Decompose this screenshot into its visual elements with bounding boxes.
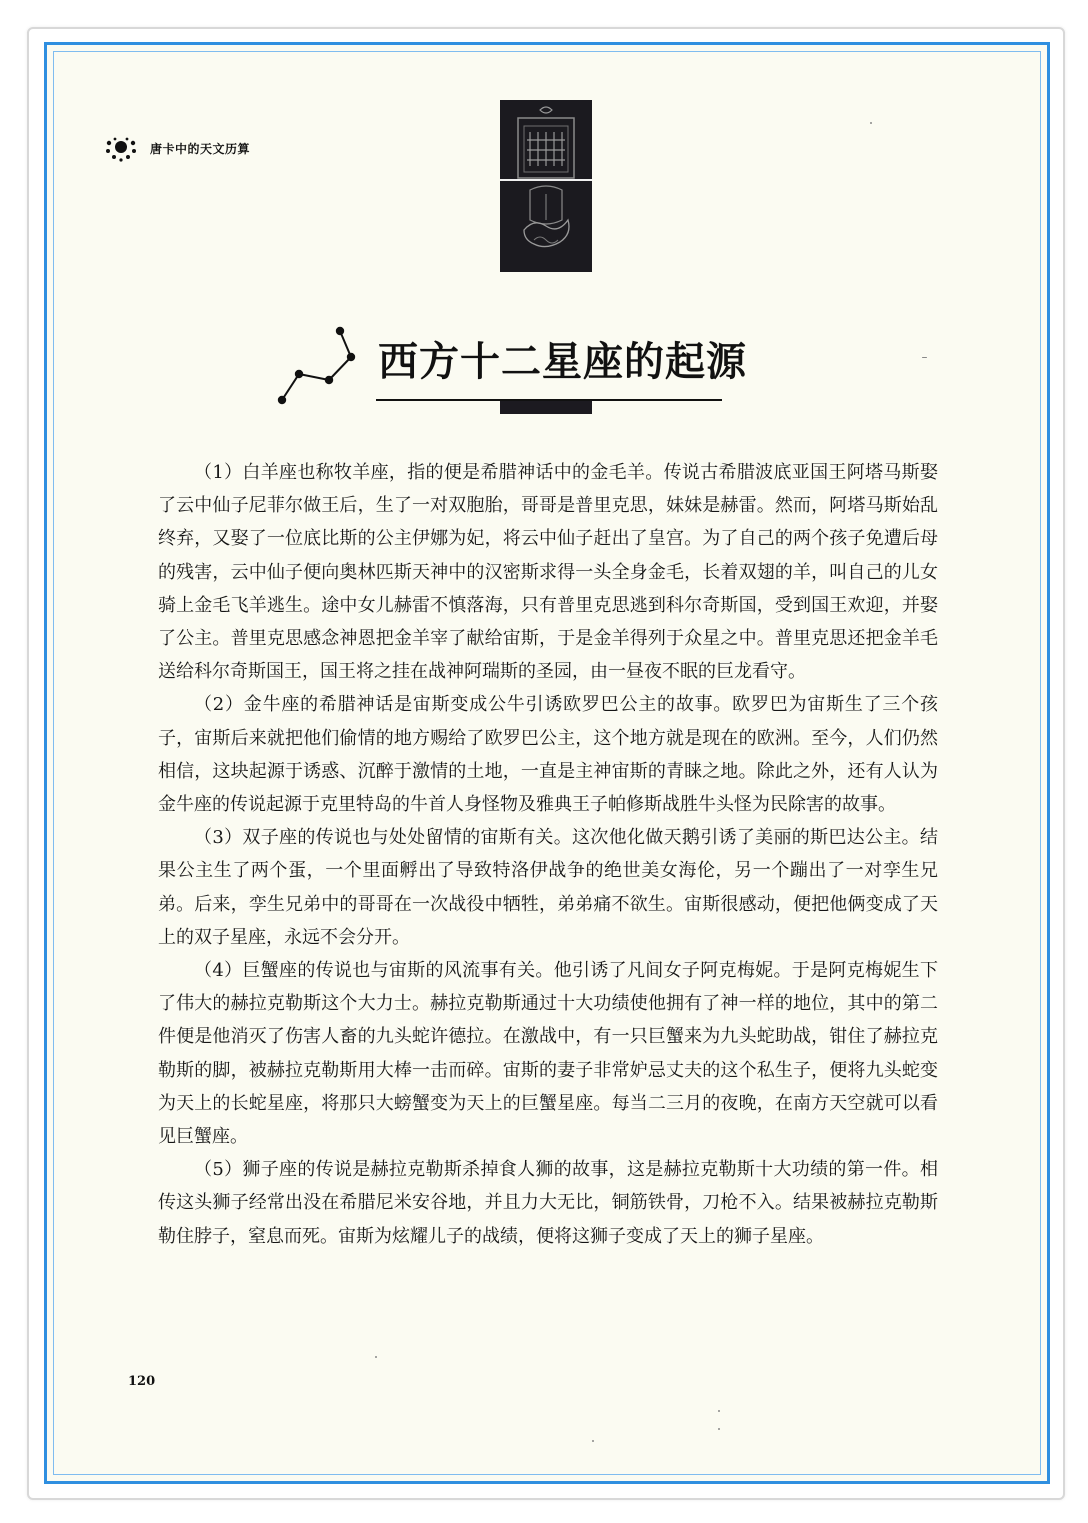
paragraph-cancer: （4）巨蟹座的传说也与宙斯的风流事有关。他引诱了凡间女子阿克梅妮。于是阿克梅妮生下了伟大的赫拉克勒斯这个大力士。赫拉克勒斯通过十大功绩使他拥有了神一样的地位，其中的第二件便是他消灭了伤害人畜的九头蛇许德拉。在激战中，有一只巨蟹来为九头蛇助战，钳住了赫拉克勒斯的脚，被赫拉克勒斯用大棒一击而碎。宙斯的妻子非常妒忌丈夫的这个私生子，便将九头蛇变为天上的长蛇星座，将那只大螃蟹变为天上的巨蟹星座。每当二三月的夜晚，在南方天空就可以看见巨蟹座。 bbox=[158, 960, 938, 1148]
running-header-title: 唐卡中的天文历算 bbox=[150, 142, 251, 156]
seal-illustration bbox=[500, 100, 592, 272]
body-text bbox=[158, 456, 938, 1253]
paragraph-taurus: （2）金牛座的希腊神话是宙斯变成公牛引诱欧罗巴公主的故事。欧罗巴为宙斯生了三个孩子，宙斯后来就把他们偷情的地方赐给了欧罗巴公主，这个地方就是现在的欧洲。至今，人们仍然相信，这块起源于诱惑、沉醉于激情的土地，一直是主神宙斯的青睐之地。除此之外，还有人认为金牛座的传说起源于克里特岛的牛首人身怪物及雅典王子帕修斯战胜牛头怪为民除害的故事。 bbox=[158, 694, 938, 816]
decorative-star-cluster-icon bbox=[104, 135, 138, 163]
title-underline-block bbox=[500, 401, 592, 414]
paragraph-gemini: （3）双子座的传说也与处处留情的宙斯有关。这次他化做天鹅引诱了美丽的斯巴达公主。结果公主生了两个蛋，一个里面孵出了导致特洛伊战争的绝世美女海伦，另一个蹦出了一对孪生兄弟。后来，孪生兄弟中的哥哥在一次战役中牺牲，弟弟痛不欲生。宙斯很感动，便把他俩变成了天上的双子星座，永远不会分开。 bbox=[158, 827, 938, 948]
paragraph-leo: （5）狮子座的传说是赫拉克勒斯杀掉食人狮的故事，这是赫拉克勒斯十大功绩的第一件。相传这头狮子经常出没在希腊尼米安谷地，并且力大无比，铜筋铁骨，刀枪不入。结果被赫拉克勒斯勒住脖子，窒息而死。宙斯为炫耀儿子的战绩，便将这狮子变成了天上的狮子星座。 bbox=[158, 1159, 938, 1247]
scan-speck bbox=[718, 1410, 720, 1412]
scan-speck bbox=[870, 122, 872, 124]
paragraph-aries: （1）白羊座也称牧羊座，指的便是希腊神话中的金毛羊。传说古希腊波底亚国王阿塔马斯娶了云中仙子尼菲尔做王后，生了一对双胞胎，哥哥是普里克思，妹妹是赫雷。然而，阿塔马斯始乱终弃，又娶了一位底比斯的公主伊娜为妃，将云中仙子赶出了皇宫。为了自己的两个孩子免遭后母的残害，云中仙子便向奥林匹斯天神中的汉密斯求得一头全身金毛，长着双翅的羊，叫自己的儿女骑上金毛飞羊逃生。途中女儿赫雷不慎落海，只有普里克思逃到科尔奇斯国，受到国王欢迎，并娶了公主。普里克思感念神恩把金羊宰了献给宙斯，于是金羊得列于众星之中。普里克思还把金羊毛送给科尔奇斯国王，国王将之挂在战神阿瑞斯的圣园，由一昼夜不眠的巨龙看守。 bbox=[158, 462, 938, 683]
scan-speck bbox=[375, 1356, 377, 1358]
scan-speck bbox=[592, 1440, 594, 1442]
constellation-icon bbox=[272, 322, 362, 408]
scan-speck bbox=[922, 357, 927, 358]
page-number: 120 bbox=[128, 1374, 156, 1389]
page-title: 西方十二星座的起源 bbox=[378, 338, 747, 385]
scan-speck bbox=[718, 1428, 720, 1430]
